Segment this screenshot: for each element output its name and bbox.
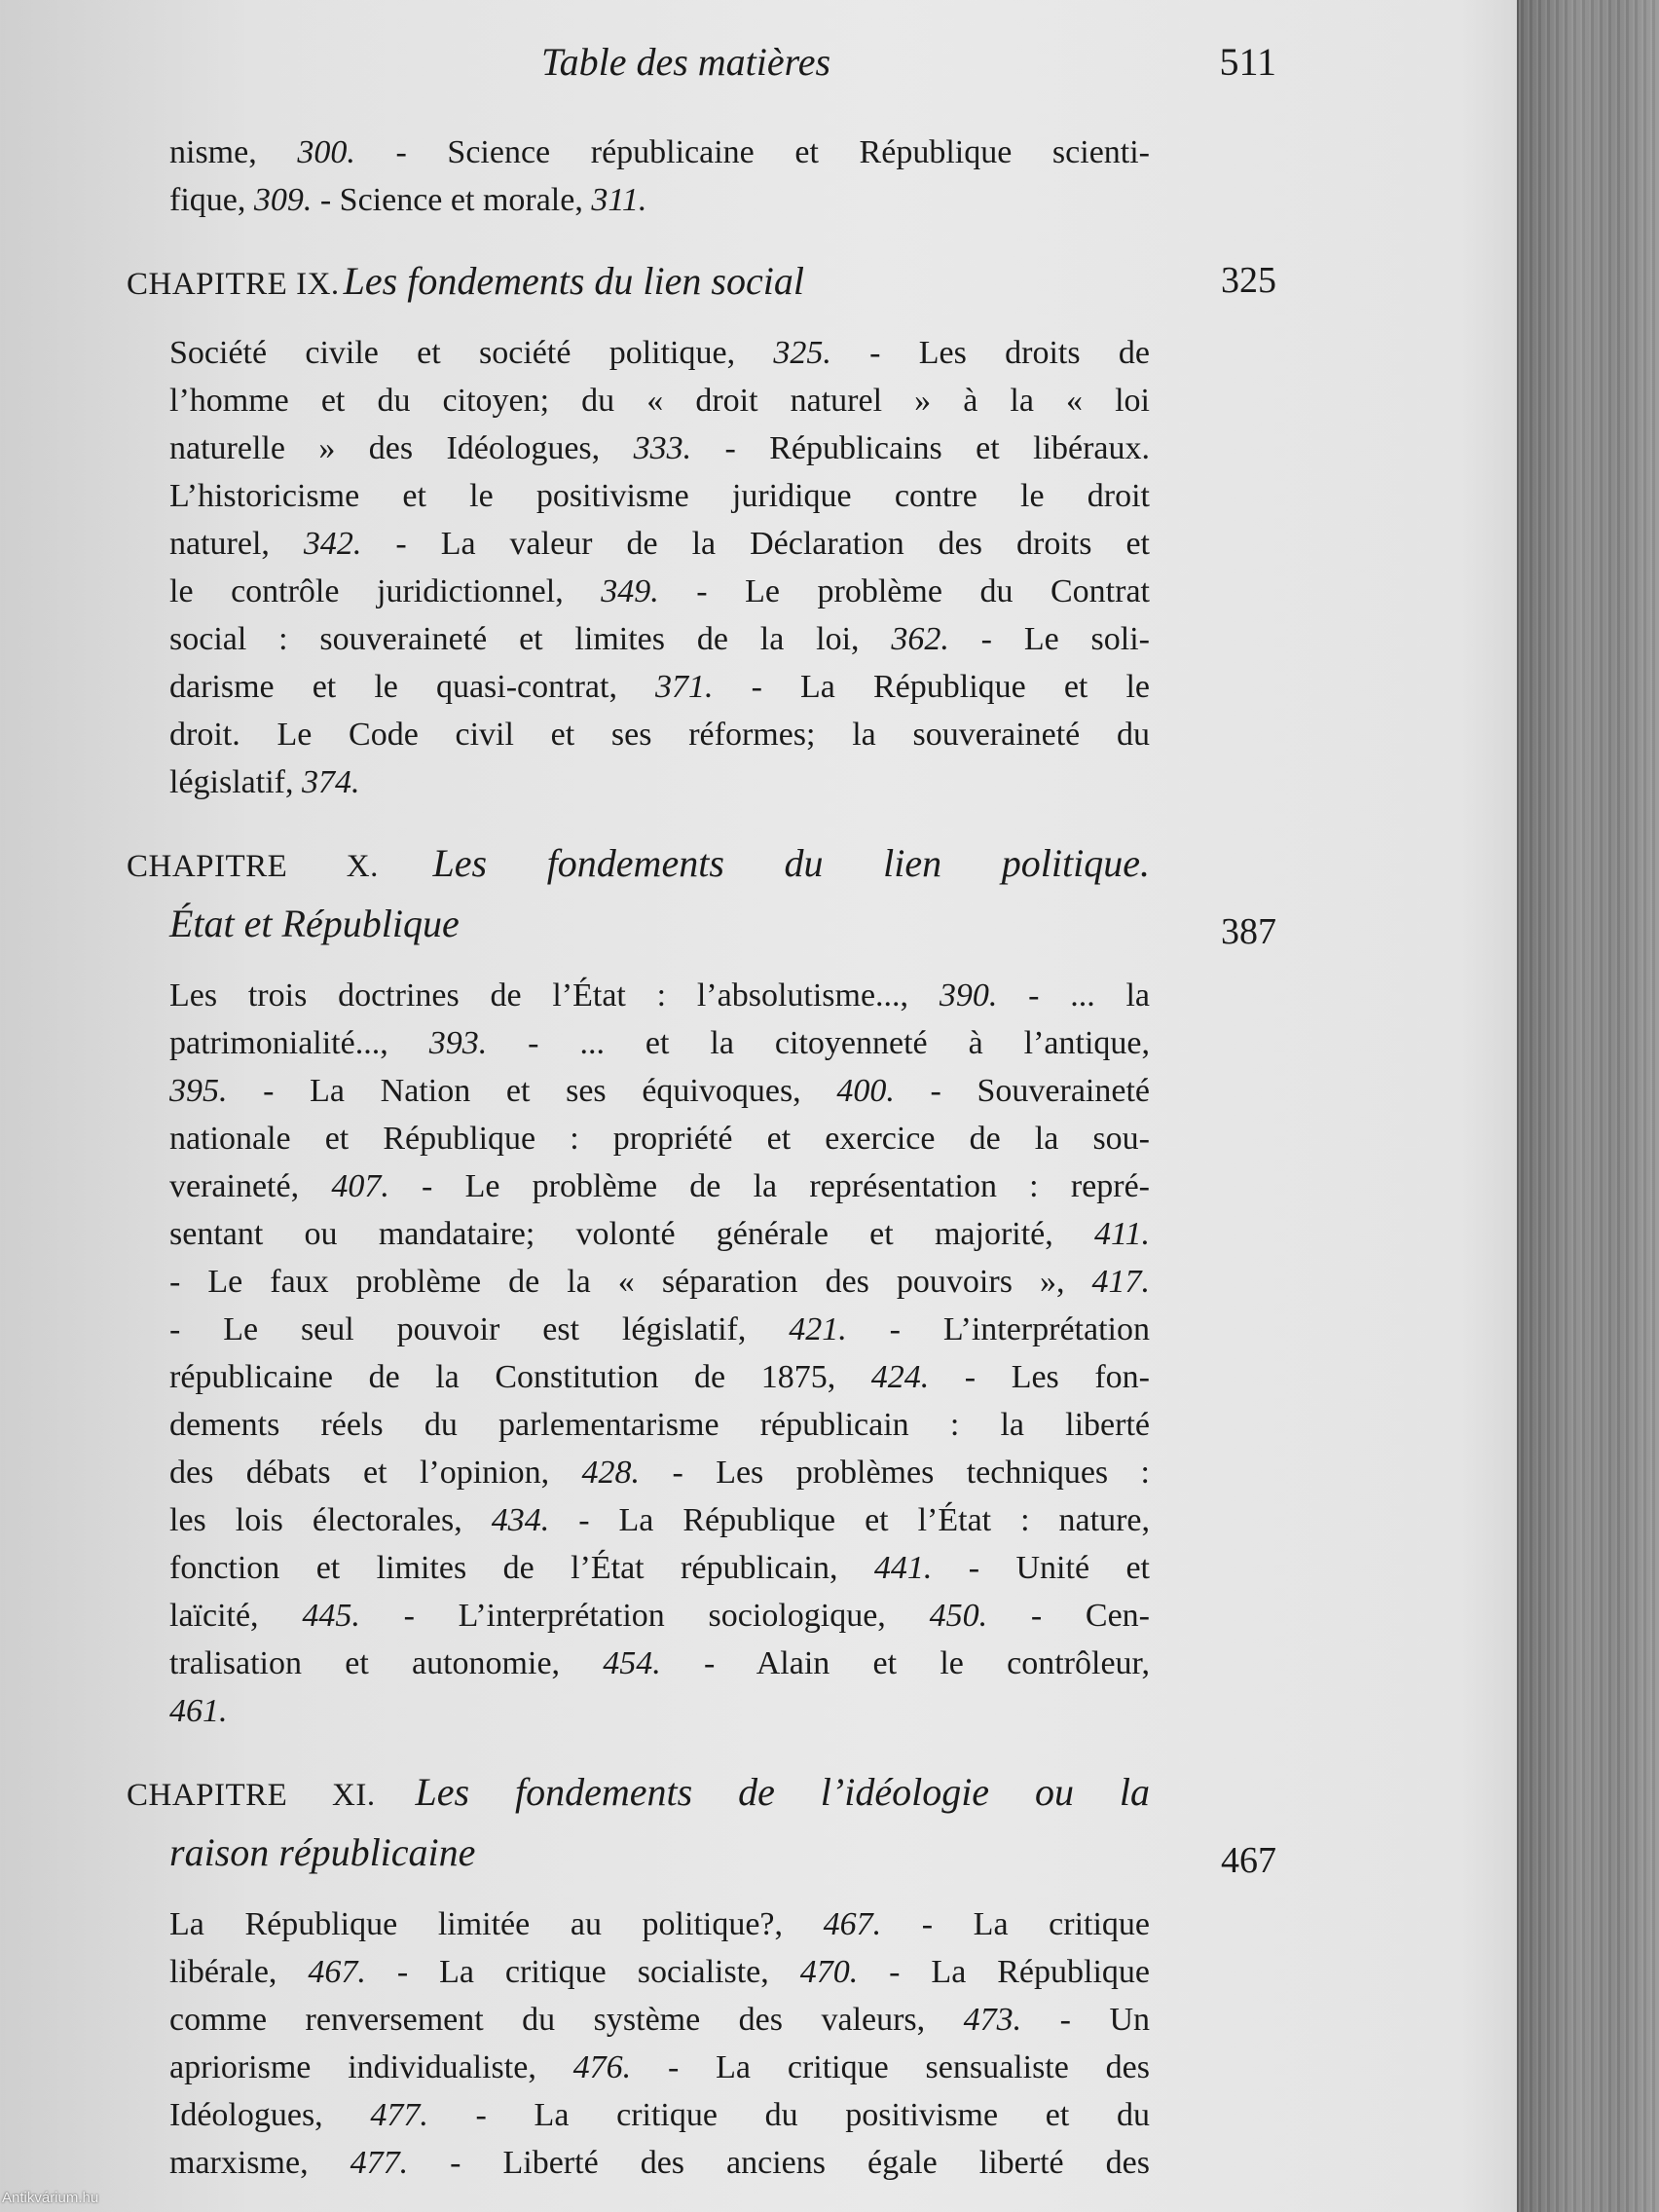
page-reference: 407. [331, 1168, 389, 1204]
summary-text: - La critique sensualiste des [631, 2049, 1150, 2085]
chapter-summary [169, 329, 1150, 806]
summary-text: marxisme, [169, 2145, 350, 2181]
summary-text: Société civile et société politique, [169, 335, 774, 371]
chapter-title: Les fondements du lien social [343, 259, 804, 303]
summary-text: - Le soli- [948, 621, 1150, 657]
page-reference: 393. [428, 1025, 488, 1061]
page-reference: 424. [870, 1359, 930, 1395]
summary-text: darisme et le quasi-contrat, [169, 669, 656, 705]
summary-text: - L’interprétation [846, 1311, 1150, 1347]
summary-text: - ... la [997, 977, 1151, 1014]
summary-line [169, 1640, 1150, 1687]
summary-text: - La Nation et ses équivoques, [227, 1073, 837, 1109]
page-reference: 467. [823, 1906, 882, 1942]
summary-text: l’homme et du citoyen; du « droit naturel » à la « loi [169, 383, 1150, 419]
summary-text: L’historicisme et le positivisme juridique contre le droit [169, 478, 1150, 514]
chapter-summary [169, 972, 1150, 1735]
summary-text: libérale, [169, 1954, 309, 1990]
summary-line [169, 1496, 1150, 1544]
summary-line [169, 1210, 1150, 1258]
watermark: Antikvárium.hu [2, 2190, 99, 2206]
summary-text: - Républicains et libéraux. [691, 430, 1150, 466]
chapter-page-number: 387 [1221, 911, 1276, 952]
summary-text: - La République et l’État : nature, [549, 1502, 1150, 1538]
page-reference: 349. [601, 573, 659, 609]
summary-line [169, 1544, 1150, 1592]
summary-text: - Les droits de [830, 335, 1150, 371]
summary-text: - ... et la citoyenneté à l’antique, [487, 1025, 1150, 1061]
page-reference: 411. [1094, 1216, 1150, 1252]
summary-text: apriorisme individualiste, [169, 2049, 573, 2085]
page-reference: 371. [655, 669, 714, 705]
summary-line [169, 711, 1150, 758]
page-number: 511 [1219, 40, 1276, 84]
summary-text: patrimonialité..., [169, 1025, 429, 1061]
page-reference: 450. [929, 1598, 988, 1634]
chapter-heading-line [127, 837, 1150, 898]
summary-text: nationale et République : propriété et exercice de la sou- [169, 1121, 1150, 1157]
summary-text: naturelle » des Idéologues, [169, 430, 634, 466]
chapter-heading [127, 837, 1276, 958]
summary-text: nisme, [169, 134, 298, 170]
summary-line [169, 2139, 1150, 2187]
summary-text: droit. Le Code civil et ses réformes; la souveraineté du [169, 717, 1150, 753]
summary-line [169, 520, 1150, 568]
summary-text: - La République [858, 1954, 1150, 1990]
summary-line [169, 758, 1150, 806]
summary-text: - La critique [881, 1906, 1150, 1942]
chapter-summary [169, 1900, 1150, 2187]
summary-text: - Le faux problème de la « séparation des pouvoirs », [169, 1264, 1092, 1300]
page-reference: 362. [891, 621, 949, 657]
chapter-heading-line [127, 255, 1150, 315]
summary-text: sentant ou mandataire; volonté générale et majorité, [169, 1216, 1095, 1252]
chapter-title: Les fondements du lien politique. [432, 841, 1150, 885]
page-reference: 477. [350, 2145, 409, 2181]
summary-line [169, 972, 1150, 1019]
summary-text: - Alain et le contrôleur, [660, 1645, 1150, 1681]
summary-text: - Science et morale, [312, 182, 592, 218]
page-reference: 309. [253, 182, 313, 218]
summary-line [169, 568, 1150, 615]
chapter-heading [127, 1766, 1276, 1887]
summary-text: - La valeur de la Déclaration des droits et [361, 526, 1150, 562]
page-reference: 454. [603, 1645, 661, 1681]
summary-text: - Liberté des anciens égale liberté des [408, 2145, 1150, 2181]
summary-text: - Le seul pouvoir est législatif, [169, 1311, 790, 1347]
summary-text: les lois électorales, [169, 1502, 492, 1538]
page-reference: 390. [939, 977, 998, 1014]
summary-text: - Cen- [987, 1598, 1150, 1634]
page-reference: 473. [963, 2002, 1022, 2038]
summary-text: Idéologues, [169, 2097, 371, 2133]
summary-line [169, 2044, 1150, 2091]
summary-text: - La République et le [713, 669, 1150, 705]
summary-line [169, 1948, 1150, 1996]
summary-text: le contrôle juridictionnel, [169, 573, 602, 609]
page-reference: 421. [789, 1311, 847, 1347]
summary-line [169, 1996, 1150, 2044]
chapter-entry [127, 1766, 1276, 2187]
summary-line [169, 1900, 1150, 1948]
summary-text: - La critique du positivisme et du [427, 2097, 1150, 2133]
page-reference: 470. [799, 1954, 859, 1990]
summary-text: La République limitée au politique?, [169, 1906, 824, 1942]
summary-text: veraineté, [169, 1168, 332, 1204]
page-reference: 461. [169, 1693, 228, 1729]
running-title: Table des matières [541, 40, 831, 84]
page-reference: 395. [169, 1073, 228, 1109]
chapter-heading-line [127, 1826, 1150, 1887]
page-reference: 400. [836, 1073, 895, 1109]
summary-line [169, 1067, 1150, 1115]
summary-text: laïcité, [169, 1598, 303, 1634]
page-reference: 476. [572, 2049, 632, 2085]
running-header [0, 39, 1659, 93]
chapter-title: Les fondements de l’idéologie ou la [415, 1770, 1151, 1814]
chapter-heading-line [127, 898, 1150, 958]
summary-text: - Les fon- [929, 1359, 1150, 1395]
summary-text: - Souveraineté [894, 1073, 1151, 1109]
summary-text: naturel, [169, 526, 304, 562]
summary-line [169, 615, 1150, 663]
chapter-heading [127, 255, 1276, 315]
summary-text: - Les problèmes techniques : [640, 1455, 1150, 1491]
summary-text: comme renversement du système des valeurs, [169, 2002, 964, 2038]
summary-line [169, 329, 1150, 377]
page-reference: 434. [491, 1502, 550, 1538]
page-reference: 333. [633, 430, 692, 466]
page-reference: 441. [873, 1550, 933, 1586]
summary-line [169, 1162, 1150, 1210]
summary-line [169, 1592, 1150, 1640]
summary-line [169, 1401, 1150, 1449]
summary-text: législatif, [169, 764, 302, 800]
chapter-label: CHAPITRE XI. [127, 1778, 376, 1813]
page-reference: 374. [301, 764, 360, 800]
summary-line [169, 1449, 1150, 1496]
summary-line [169, 129, 1150, 176]
summary-text: fonction et limites de l’État républicain, [169, 1550, 874, 1586]
page-reference: 311. [591, 182, 647, 218]
book-page-edge [1517, 0, 1659, 2212]
summary-text: - L’interprétation sociologique, [359, 1598, 930, 1634]
summary-line [169, 424, 1150, 472]
chapter-entry [127, 255, 1276, 806]
table-of-contents [127, 129, 1276, 2187]
chapter-page-number: 325 [1221, 260, 1276, 301]
summary-text: - Le problème de la représentation : repré- [388, 1168, 1150, 1204]
summary-line [169, 377, 1150, 424]
summary-line [169, 2091, 1150, 2139]
summary-text: dements réels du parlementarisme républicain : la liberté [169, 1407, 1150, 1443]
page-reference: 417. [1091, 1264, 1150, 1300]
summary-line [169, 176, 1150, 224]
summary-text: républicaine de la Constitution de 1875, [169, 1359, 871, 1395]
summary-text: des débats et l’opinion, [169, 1455, 582, 1491]
summary-text: social : souveraineté et limites de la loi, [169, 621, 892, 657]
summary-line [169, 1019, 1150, 1067]
page-reference: 342. [303, 526, 362, 562]
summary-text: - Science républicaine et République scienti- [354, 134, 1150, 170]
chapter-heading-line [127, 1766, 1150, 1826]
summary-text: - Le problème du Contrat [658, 573, 1150, 609]
chapter-label: CHAPITRE IX. [127, 267, 340, 302]
page-reference: 300. [297, 134, 355, 170]
page-reference: 477. [370, 2097, 428, 2133]
summary-line [169, 1687, 1150, 1735]
summary-line [169, 1258, 1150, 1306]
summary-line [169, 472, 1150, 520]
summary-text: - La critique socialiste, [365, 1954, 800, 1990]
page-reference: 428. [581, 1455, 641, 1491]
summary-text: fique, [169, 182, 254, 218]
chapter-title: raison républicaine [169, 1830, 476, 1874]
summary-text: - Unité et [932, 1550, 1150, 1586]
continued-entry [127, 129, 1276, 224]
chapter-summary [169, 129, 1150, 224]
summary-line [169, 1306, 1150, 1353]
chapter-page-number: 467 [1221, 1840, 1276, 1881]
summary-line [169, 1115, 1150, 1162]
chapter-title: État et République [169, 902, 460, 945]
page-reference: 467. [308, 1954, 366, 1990]
summary-line [169, 1353, 1150, 1401]
summary-text: tralisation et autonomie, [169, 1645, 604, 1681]
chapter-entry [127, 837, 1276, 1735]
summary-text: Les trois doctrines de l’État : l’absolutisme..., [169, 977, 940, 1014]
page-reference: 325. [773, 335, 831, 371]
summary-line [169, 663, 1150, 711]
page-reference: 445. [302, 1598, 360, 1634]
summary-text: - Un [1021, 2002, 1150, 2038]
chapter-label: CHAPITRE X. [127, 849, 379, 884]
